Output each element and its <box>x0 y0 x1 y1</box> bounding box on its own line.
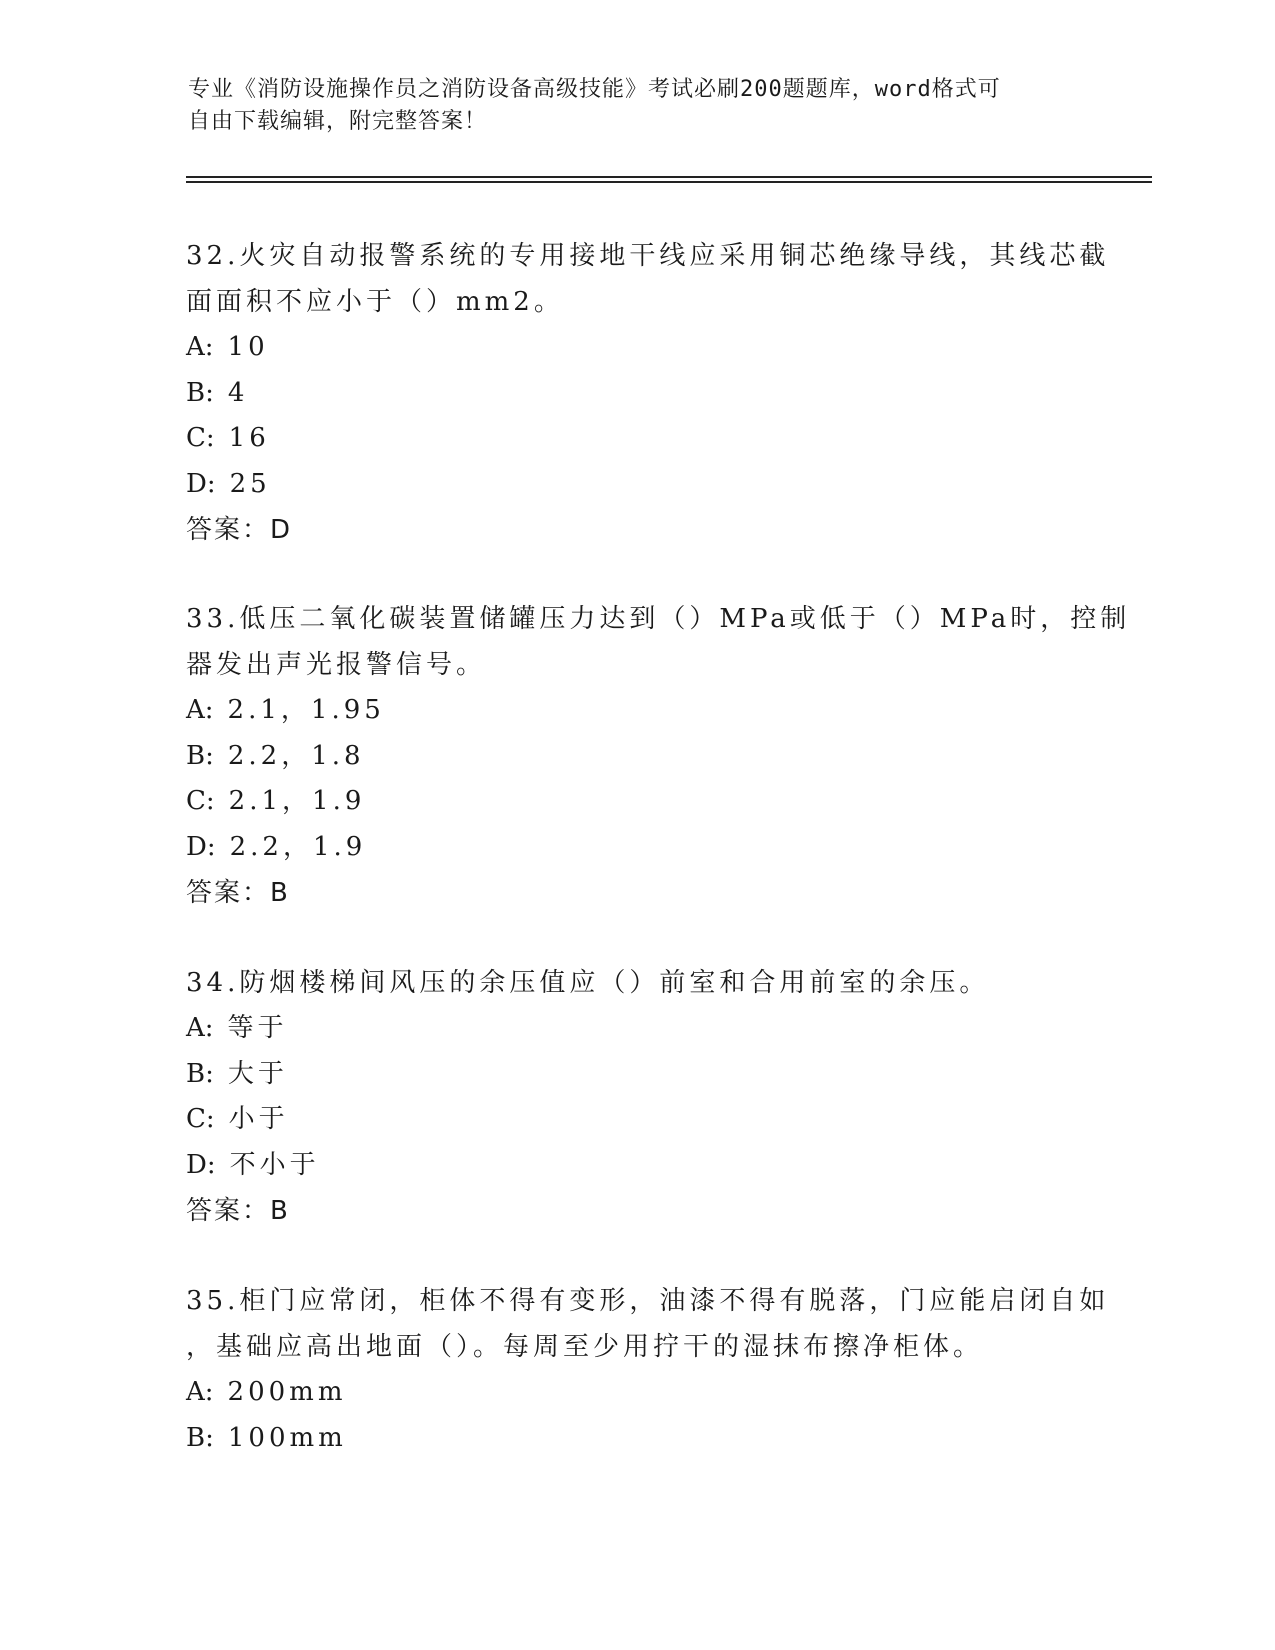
option-letter: C <box>186 423 206 453</box>
question-stem-line: ，基础应高出地面（）。每周至少用拧干的湿抹布擦净柜体。 <box>186 1332 984 1362</box>
document-header <box>188 74 1088 138</box>
question-32 <box>186 233 1110 553</box>
answer-line: 答案：B <box>186 1196 290 1226</box>
option-letter: A <box>186 695 205 725</box>
option-text: 2.2，1.9 <box>229 831 367 862</box>
option-text: 不小于 <box>229 1149 320 1180</box>
option-a: A: 2.1，1.95 <box>186 695 385 725</box>
option-letter: A <box>186 332 205 362</box>
option-c: C: 16 <box>186 423 270 453</box>
question-35 <box>186 1278 1110 1461</box>
option-d: D: 25 <box>186 468 271 499</box>
option-text: 16 <box>228 423 270 453</box>
answer-line: 答案：D <box>186 515 293 545</box>
option-letter: B <box>186 377 206 408</box>
question-stem-line: 33.低压二氧化碳装置储罐压力达到（）MPa或低于（）MPa时，控制 <box>186 604 1131 634</box>
option-text: 4 <box>227 377 249 408</box>
option-text: 10 <box>227 332 269 362</box>
option-text: 等于 <box>227 1013 288 1043</box>
option-text: 25 <box>229 468 271 499</box>
option-b: B: 2.2，1.8 <box>186 740 365 771</box>
option-letter: A <box>186 1013 205 1043</box>
answer-line: 答案：B <box>186 878 290 908</box>
header-divider-bottom <box>186 181 1152 183</box>
option-letter: D <box>186 1149 207 1180</box>
question-stem-line: 器发出声光报警信号。 <box>186 650 487 680</box>
option-letter: B <box>186 1058 206 1089</box>
option-b: B: 大于 <box>186 1058 288 1089</box>
header-line-1: 专业《消防设施操作员之消防设备高级技能》考试必刷200题题库，word格式可 <box>188 77 1001 102</box>
option-d: D: 2.2，1.9 <box>186 831 367 862</box>
option-text: 2.2，1.8 <box>227 740 365 771</box>
question-34 <box>186 960 1086 1234</box>
option-text: 小于 <box>228 1104 289 1134</box>
question-stem-line: 34.防烟楼梯间风压的余压值应（）前室和合用前室的余压。 <box>186 968 990 998</box>
question-stem-line: 35.柜门应常闭，柜体不得有变形，油漆不得有脱落，门应能启闭自如 <box>186 1286 1110 1316</box>
option-text: 2.1，1.95 <box>227 695 385 725</box>
question-stem-line: 面面积不应小于（）mm2。 <box>186 287 564 317</box>
option-letter: D <box>186 831 207 862</box>
header-line-2: 自由下载编辑，附完整答案！ <box>188 109 488 134</box>
option-a: A: 200mm <box>186 1377 347 1407</box>
option-b: B: 4 <box>186 377 249 408</box>
question-33 <box>186 596 1131 916</box>
option-c: C: 小于 <box>186 1104 289 1134</box>
option-letter: C <box>186 786 206 816</box>
option-letter: B <box>186 1422 206 1453</box>
option-d: D: 不小于 <box>186 1149 320 1180</box>
option-letter: C <box>186 1104 206 1134</box>
option-c: C: 2.1，1.9 <box>186 786 366 816</box>
option-text: 2.1，1.9 <box>228 786 366 816</box>
option-letter: D <box>186 468 207 499</box>
option-letter: A <box>186 1377 205 1407</box>
option-text: 200mm <box>227 1377 347 1407</box>
option-text: 100mm <box>227 1422 347 1453</box>
option-letter: B <box>186 740 206 771</box>
option-a: A: 等于 <box>186 1013 288 1043</box>
option-a: A: 10 <box>186 332 269 362</box>
question-stem-line: 32.火灾自动报警系统的专用接地干线应采用铜芯绝缘导线，其线芯截 <box>186 241 1110 271</box>
option-text: 大于 <box>227 1058 288 1089</box>
header-divider-top <box>186 176 1152 178</box>
option-b: B: 100mm <box>186 1422 347 1453</box>
